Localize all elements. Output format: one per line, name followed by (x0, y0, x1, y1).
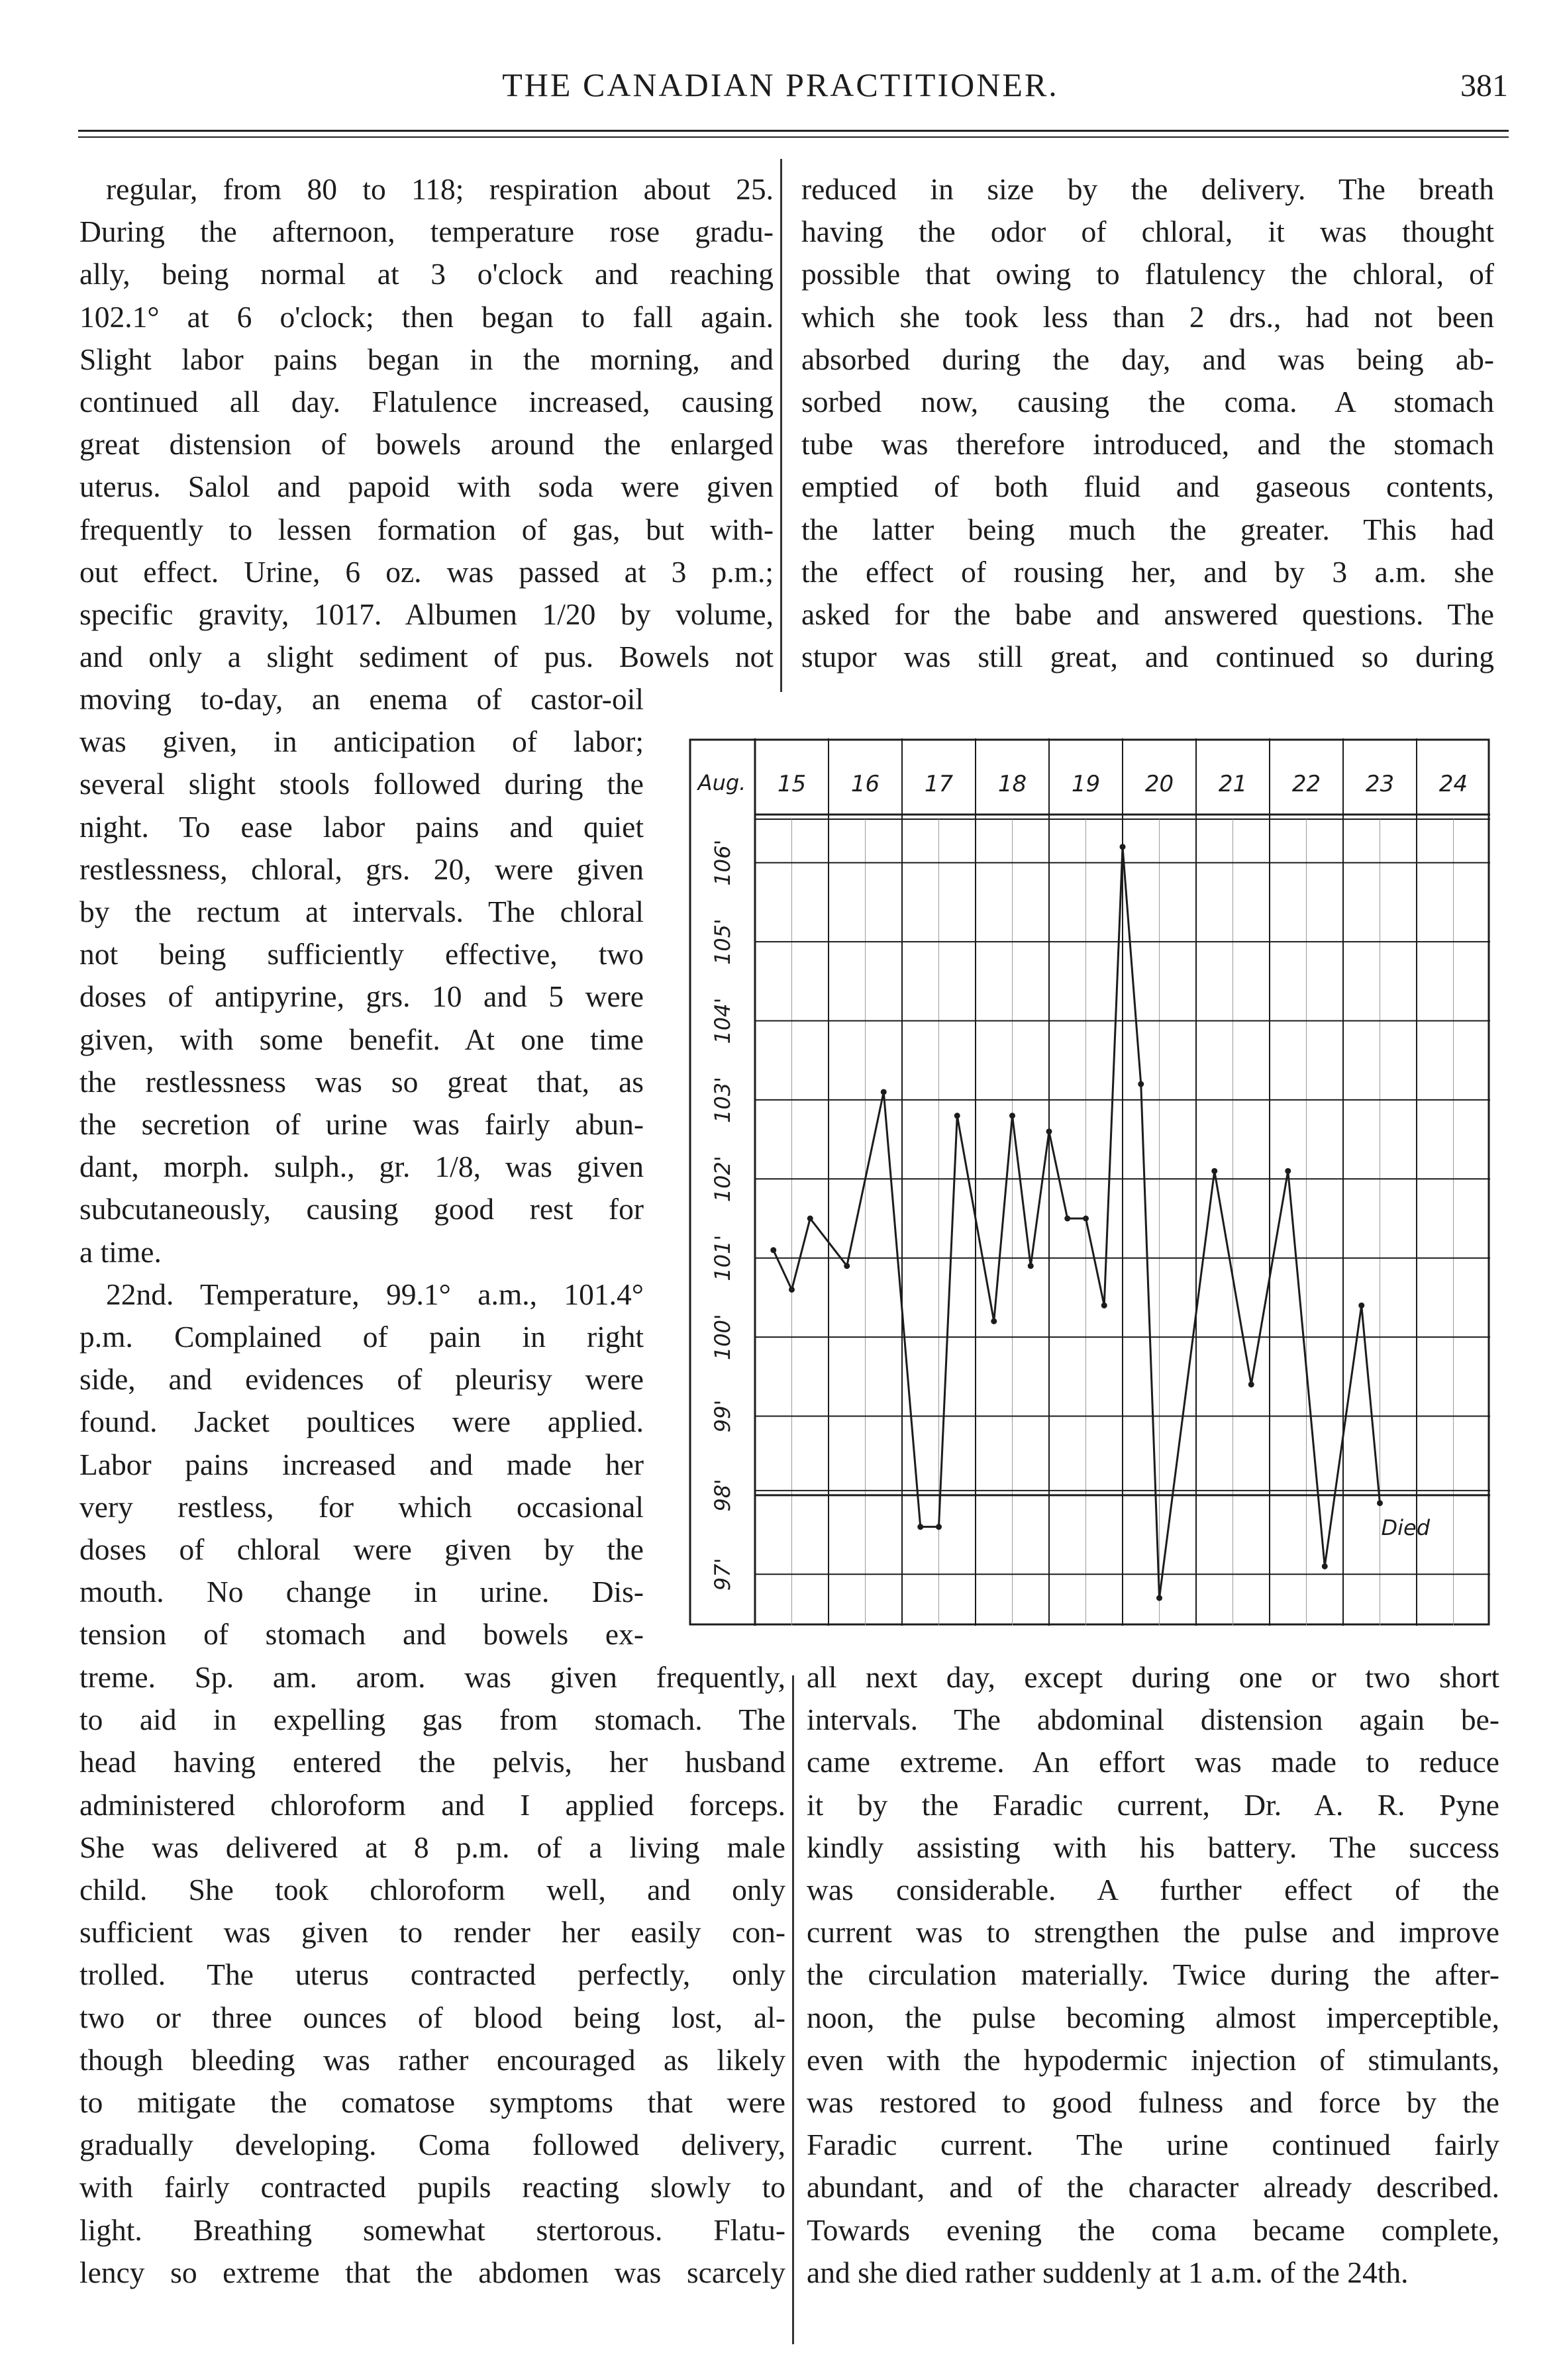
text-line: asked for the babe and answered questions. The (801, 597, 1494, 632)
text-line: even with the hypodermic injection of stimulants, (807, 2042, 1499, 2077)
temperature-data-point (789, 1287, 795, 1293)
text-line: was considerable. A further effect of the (807, 1873, 1499, 1907)
text-line: abundant, and of the character already described. (807, 2170, 1499, 2205)
text-line: not being sufficiently effective, two (79, 937, 644, 971)
chart-y-tick-label: 102' (710, 1156, 735, 1203)
text-line: out effect. Urine, 6 oz. was passed at 3 p.m.; (79, 554, 774, 589)
left-column-middle (79, 678, 644, 1656)
text-line: specific gravity, 1017. Albumen 1/20 by volume, (79, 597, 774, 632)
left-column-top (79, 168, 774, 678)
chart-day-label: 15 (777, 771, 807, 797)
text-line: and she died rather suddenly at 1 a.m. of the 24th. (807, 2255, 1409, 2289)
text-line: found. Jacket poultices were applied. (79, 1405, 644, 1439)
text-line: Labor pains increased and made her (79, 1447, 644, 1481)
text-line: noon, the pulse becoming almost imperceptible, (807, 2000, 1499, 2034)
text-line: the effect of rousing her, and by 3 a.m. she (801, 554, 1494, 589)
text-line: administered chloroform and I applied forceps. (79, 1787, 785, 1822)
text-line: mouth. No change in urine. Dis- (79, 1575, 644, 1609)
temperature-data-point (917, 1524, 923, 1530)
text-line: light. Breathing somewhat stertorous. Flatu- (79, 2212, 785, 2247)
text-line: tension of stomach and bowels ex- (79, 1617, 644, 1652)
text-line: possible that owing to flatulency the chloral, of (801, 257, 1494, 291)
page-number: 381 (1460, 68, 1508, 103)
chart-y-tick-label: 103' (710, 1076, 735, 1123)
chart-day-label: 18 (997, 771, 1027, 797)
chart-y-tick-label: 97' (710, 1558, 735, 1591)
temperature-data-point (1101, 1303, 1107, 1309)
temperature-data-point (807, 1216, 813, 1222)
column-divider-top (780, 159, 782, 692)
text-line: lency so extreme that the abdomen was scarcely (79, 2255, 785, 2289)
chart-y-tick-label: 104' (710, 997, 735, 1044)
text-line: by the rectum at intervals. The chloral (79, 895, 644, 929)
text-line: though bleeding was rather encouraged as likely (79, 2042, 785, 2077)
temperature-series-line (774, 847, 1380, 1598)
text-line: having the odor of chloral, it was thought (801, 215, 1494, 249)
text-line: sufficient was given to render her easily con- (79, 1915, 785, 1950)
chart-y-tick-label: 98' (710, 1479, 735, 1512)
text-line: head having entered the pelvis, her husband (79, 1745, 785, 1779)
chart-border (690, 740, 1489, 1624)
temperature-chart-svg (689, 738, 1490, 1626)
column-divider-bottom (792, 1675, 794, 2344)
text-line: absorbed during the day, and was being ab- (801, 342, 1494, 376)
temperature-data-point (1322, 1563, 1328, 1569)
text-line: several slight stools followed during the (79, 767, 644, 801)
text-line: restlessness, chloral, grs. 20, were given (79, 852, 644, 886)
temperature-data-point (936, 1524, 942, 1530)
chart-day-label: 20 (1144, 771, 1174, 797)
text-line: trolled. The uterus contracted perfectly, only (79, 1958, 785, 1992)
temperature-data-point (1248, 1381, 1254, 1387)
text-line: was restored to good fulness and force by the (807, 2085, 1499, 2120)
text-line: ally, being normal at 3 o'clock and reaching (79, 257, 774, 291)
text-line: tube was therefore introduced, and the stomach (801, 427, 1494, 462)
temperature-data-point (1138, 1081, 1144, 1087)
text-line: two or three ounces of blood being lost, al- (79, 2000, 785, 2034)
text-line: She was delivered at 8 p.m. of a living male (79, 1830, 785, 1864)
temperature-data-point (1358, 1303, 1364, 1309)
chart-day-label: 19 (1071, 771, 1101, 797)
text-line: and only a slight sediment of pus. Bowels not (79, 640, 774, 674)
chart-died-annotation: Died (1381, 1514, 1431, 1540)
chart-y-tick-label: 99' (710, 1399, 735, 1433)
text-line: During the afternoon, temperature rose gradu- (79, 215, 774, 249)
text-line: Towards evening the coma became complete, (807, 2212, 1499, 2247)
text-line: to mitigate the comatose symptoms that were (79, 2085, 785, 2120)
chart-day-label: 21 (1218, 771, 1248, 797)
chart-y-tick-label: 105' (710, 918, 735, 966)
text-line: reduced in size by the delivery. The breath (801, 172, 1494, 206)
left-column-bottom (79, 1656, 785, 2294)
temperature-data-point (1211, 1168, 1217, 1174)
text-line: given, with some benefit. At one time (79, 1022, 644, 1056)
text-line: came extreme. An effort was made to reduce (807, 1745, 1499, 1779)
text-line: current was to strengthen the pulse and improve (807, 1915, 1499, 1950)
text-line: gradually developing. Coma followed delivery, (79, 2128, 785, 2162)
text-line: child. She took chloroform well, and only (79, 1873, 785, 1907)
text-line: intervals. The abdominal distension again be- (807, 1703, 1499, 1737)
temperature-data-point (1028, 1263, 1034, 1269)
text-line: subcutaneously, causing good rest for (79, 1192, 644, 1226)
text-line: sorbed now, causing the coma. A stomach (801, 385, 1494, 419)
temperature-chart (689, 738, 1490, 1626)
text-line: all next day, except during one or two short (807, 1660, 1499, 1694)
chart-corner-label: Aug. (697, 770, 746, 795)
chart-day-label: 23 (1365, 771, 1395, 797)
text-line: the circulation materially. Twice during the after- (807, 1958, 1499, 1992)
chart-day-label: 22 (1291, 771, 1321, 797)
text-line: stupor was still great, and continued so during (801, 640, 1494, 674)
temperature-data-point (1083, 1216, 1089, 1222)
text-line: 22nd. Temperature, 99.1° a.m., 101.4° (106, 1277, 644, 1311)
text-line: which she took less than 2 drs., had not been (801, 299, 1494, 334)
text-line: the latter being much the greater. This had (801, 512, 1494, 546)
text-line: the restlessness was so great that, as (79, 1064, 644, 1099)
temperature-data-point (1156, 1595, 1162, 1601)
header-rule-bottom (78, 136, 1509, 138)
text-line: emptied of both fluid and gaseous contents, (801, 470, 1494, 504)
text-line: kindly assisting with his battery. The success (807, 1830, 1499, 1864)
text-line: was given, in anticipation of labor; (79, 724, 644, 759)
text-line: side, and evidences of pleurisy were (79, 1362, 644, 1397)
chart-day-label: 17 (924, 771, 954, 797)
text-line: doses of antipyrine, grs. 10 and 5 were (79, 979, 644, 1014)
chart-y-tick-label: 100' (710, 1314, 735, 1361)
right-column-top (801, 168, 1494, 678)
text-line: continued all day. Flatulence increased, causing (79, 385, 774, 419)
temperature-data-point (1285, 1168, 1291, 1174)
text-line: moving to-day, an enema of castor-oil (79, 682, 644, 716)
text-line: frequently to lessen formation of gas, but with- (79, 512, 774, 546)
temperature-data-point (954, 1113, 960, 1118)
text-line: very restless, for which occasional (79, 1489, 644, 1524)
text-line: it by the Faradic current, Dr. A. R. Pyne (807, 1787, 1499, 1822)
text-line: with fairly contracted pupils reacting slowly to (79, 2170, 785, 2205)
text-line: treme. Sp. am. arom. was given frequently, (79, 1660, 785, 1694)
text-line: regular, from 80 to 118; respiration about 25. (106, 172, 774, 206)
text-line: doses of chloral were given by the (79, 1532, 644, 1567)
temperature-data-point (881, 1089, 887, 1095)
temperature-data-point (844, 1263, 850, 1269)
temperature-data-point (1064, 1216, 1070, 1222)
chart-day-label: 16 (850, 771, 880, 797)
text-line: p.m. Complained of pain in right (79, 1320, 644, 1354)
text-line: a time. (79, 1234, 162, 1269)
text-line: 102.1° at 6 o'clock; then began to fall again. (79, 299, 774, 334)
temperature-data-point (1009, 1113, 1015, 1118)
chart-y-tick-label: 101' (710, 1234, 735, 1281)
temperature-data-point (1377, 1500, 1383, 1506)
running-header-title: THE CANADIAN PRACTITIONER. (502, 66, 1059, 103)
text-line: uterus. Salol and papoid with soda were given (79, 470, 774, 504)
text-line: Slight labor pains began in the morning, and (79, 342, 774, 376)
text-line: the secretion of urine was fairly abun- (79, 1107, 644, 1142)
text-line: Faradic current. The urine continued fairly (807, 2128, 1499, 2162)
text-line: to aid in expelling gas from stomach. The (79, 1703, 785, 1737)
temperature-data-point (770, 1247, 776, 1253)
chart-day-label: 24 (1438, 771, 1468, 797)
temperature-data-point (991, 1318, 997, 1324)
temperature-data-point (1046, 1128, 1052, 1134)
text-line: great distension of bowels around the enlarged (79, 427, 774, 462)
chart-y-tick-label: 106' (710, 839, 735, 886)
header-rule-top (78, 130, 1509, 132)
temperature-data-point (1120, 844, 1126, 850)
right-column-bottom (807, 1656, 1499, 2294)
text-line: dant, morph. sulph., gr. 1/8, was given (79, 1150, 644, 1184)
text-line: night. To ease labor pains and quiet (79, 809, 644, 844)
